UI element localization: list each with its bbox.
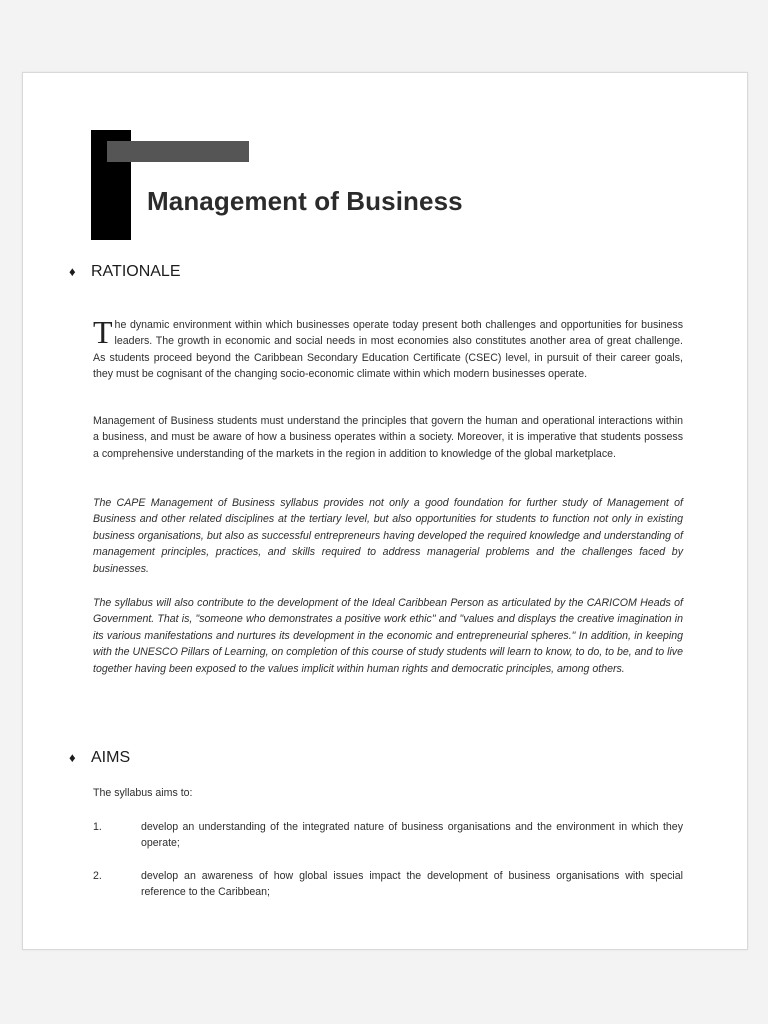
rationale-paragraph-2: Management of Business students must understand the principles that govern the human and operational interactions within a business, and must be aware of how a business operates within a society. Moreover, it is imperative that students possess a comprehensive understanding of the markets in the region in addition to knowledge of the global marketplace. xyxy=(93,415,683,460)
paragraph-text: he dynamic environment within which businesses operate today present both challenges and opportunities for business leaders. The growth in economic and social needs in most economies also constitutes another area of great challenge. As students proceed beyond the Caribbean Secondary Education Certificate (CSEC) level, in pursuit of their career goals, they must be cognisant of the changing socio-economic climate within which modern businesses operate. xyxy=(93,319,683,381)
list-number: 2. xyxy=(93,870,102,882)
drop-cap: T xyxy=(93,314,113,350)
list-number: 1. xyxy=(93,821,102,833)
section-heading-rationale xyxy=(69,263,181,281)
aims-intro: The syllabus aims to: xyxy=(93,787,193,799)
section-heading-aims xyxy=(69,749,130,767)
diamond-bullet-icon: ♦ xyxy=(69,264,76,279)
rationale-paragraph-4: The syllabus will also contribute to the development of the Ideal Caribbean Person as articulated by the CARICOM Heads of Government. That is, "someone who demonstrates a positive work ethic" and "values and displays the creative imagination in its various manifestations and nurtures its development in the economic and entrepreneurial spheres." In addition, in keeping with the UNESCO Pillars of Learning, on completion of this course of study students will learn to know, to do, to be, and to live together having been exposed to the values implicit within human rights and democratic principles, among others. xyxy=(93,597,683,675)
diamond-bullet-icon: ♦ xyxy=(69,750,76,765)
aims-list-item xyxy=(93,819,683,852)
heading-text: AIMS xyxy=(91,749,131,766)
document-page xyxy=(22,72,748,950)
list-item-text: develop an awareness of how global issues impact the development of business organisations with special reference to the Caribbean; xyxy=(141,870,683,899)
rationale-paragraph-3: The CAPE Management of Business syllabus provides not only a good foundation for further study of Management of Business and other related disciplines at the tertiary level, but also opportunities for students to function not only in existing business organisations, but also as successful entrepreneurs having developed the required knowledge and understanding of management principles, practices, and skills required to address managerial problems and the challenges faced by businesses. xyxy=(93,497,683,575)
page-title: Management of Business xyxy=(147,186,463,216)
list-item-text: develop an understanding of the integrated nature of business organisations and the environment in which they operate; xyxy=(141,821,683,850)
rationale-paragraph-1 xyxy=(93,314,683,383)
chapter-grey-bar xyxy=(107,141,249,162)
heading-text: RATIONALE xyxy=(91,263,181,280)
aims-list-item xyxy=(93,868,683,901)
